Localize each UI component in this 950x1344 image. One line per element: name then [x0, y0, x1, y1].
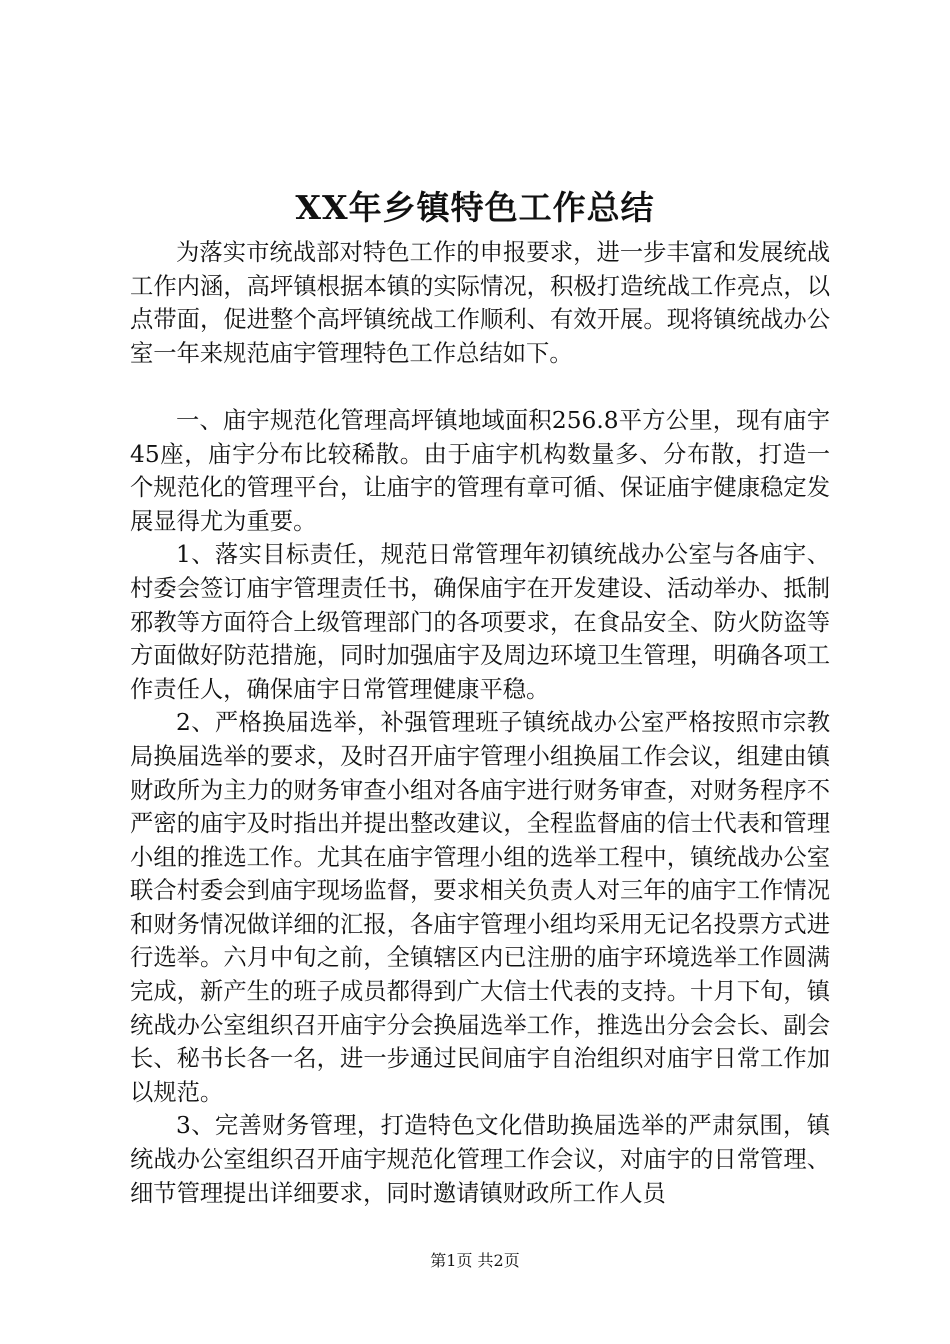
document-title: XX年乡镇特色工作总结 [295, 188, 655, 227]
intro-paragraph: 为落实市统战部对特色工作的申报要求，进一步丰富和发展统战工作内涵，高坪镇根据本镇的实际情况，积极打造统战工作亮点，以点带面，促进整个高坪镇统战工作顺利、有效开展。现将镇统战办公室一年来规范庙宇管理特色工作总结如下。 [130, 239, 830, 367]
item-one-paragraph: 1、落实目标责任，规范日常管理年初镇统战办公室与各庙宇、村委会签订庙宇管理责任书，确保庙宇在开发建设、活动举办、抵制邪教等方面符合上级管理部门的各项要求，在食品安全、防火防盗等方面做好防范措施，同时加强庙宇及周边环境卫生管理，明确各项工作责任人，确保庙宇日常管理健康平稳。 [130, 541, 830, 703]
item-three-paragraph: 3、完善财务管理，打造特色文化借助换届选举的严肃氛围，镇统战办公室组织召开庙宇规范化管理工作会议，对庙宇的日常管理、细节管理提出详细要求，同时邀请镇财政所工作人员 [130, 1112, 830, 1207]
item-two-paragraph: 2、严格换届选举，补强管理班子镇统战办公室严格按照市宗教局换届选举的要求，及时召开庙宇管理小组换届工作会议，组建由镇财政所为主力的财务审查小组对各庙宇进行财务审查，对财务程序不严密的庙宇及时指出并提出整改建议，全程监督庙的信士代表和管理小组的推选工作。尤其在庙宇管理小组的选举工程中，镇统战办公室联合村委会到庙宇现场监督，要求相关负责人对三年的庙宇工作情况和财务情况做详细的汇报，各庙宇管理小组均采用无记名投票方式进行选举。六月中旬之前，全镇辖区内已注册的庙宇环境选举工作圆满完成，新产生的班子成员都得到广大信士代表的支持。十月下旬，镇统战办公室组织召开庙宇分会换届选举工作，推选出分会会长、副会长、秘书长各一名，进一步通过民间庙宇自治组织对庙宇日常工作加以规范。 [130, 709, 830, 1106]
section-one-paragraph: 一、庙宇规范化管理高坪镇地域面积256.8平方公里，现有庙宇45座，庙宇分布比较稀散。由于庙宇机构数量多、分布散，打造一个规范化的管理平台，让庙宇的管理有章可循、保证庙宇健康稳定发展显得尤为重要。 [130, 406, 830, 535]
document-body [130, 236, 830, 1210]
page-number-footer: 第1页 共2页 [430, 1251, 520, 1270]
